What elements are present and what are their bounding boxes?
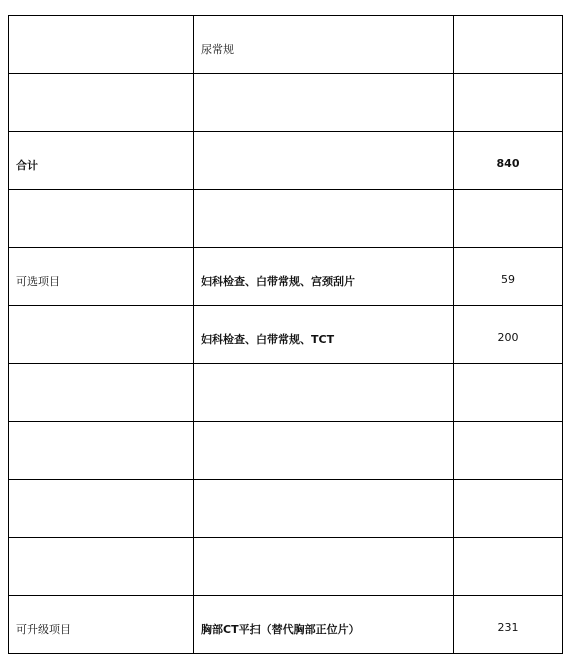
price-cell: 59: [454, 248, 563, 306]
label-cell: [9, 480, 194, 538]
table-row: [9, 538, 563, 596]
total-price-cell: 840: [454, 132, 563, 190]
checkup-package-table: [8, 15, 563, 654]
label-cell: [9, 422, 194, 480]
table-row: [9, 16, 563, 74]
table-row: [9, 422, 563, 480]
price-cell: [454, 364, 563, 422]
price-cell: [454, 538, 563, 596]
item-cell: 妇科检查、白带常规、宫颈刮片: [194, 248, 454, 306]
item-cell: [194, 132, 454, 190]
item-cell: 胸部CT平扫（替代胸部正位片）: [194, 596, 454, 654]
total-label-cell: 合计: [9, 132, 194, 190]
item-cell: [194, 190, 454, 248]
label-cell: [9, 364, 194, 422]
price-cell: [454, 422, 563, 480]
table-row: [9, 306, 563, 364]
label-cell: [9, 306, 194, 364]
price-cell: 200: [454, 306, 563, 364]
price-cell: [454, 74, 563, 132]
item-cell: [194, 364, 454, 422]
label-cell: [9, 538, 194, 596]
table-row: [9, 132, 563, 190]
upgrade-items-label-cell: 可升级项目: [9, 596, 194, 654]
price-cell: [454, 480, 563, 538]
item-cell: [194, 480, 454, 538]
table-row: [9, 364, 563, 422]
table-row: [9, 248, 563, 306]
item-cell: [194, 422, 454, 480]
label-cell: [9, 16, 194, 74]
price-cell: [454, 190, 563, 248]
label-cell: [9, 74, 194, 132]
optional-items-label-cell: 可选项目: [9, 248, 194, 306]
item-cell: [194, 74, 454, 132]
table-row: [9, 190, 563, 248]
item-cell: [194, 538, 454, 596]
item-cell: 妇科检查、白带常规、TCT: [194, 306, 454, 364]
price-cell: [454, 16, 563, 74]
table-row: [9, 480, 563, 538]
table-row: [9, 596, 563, 654]
price-cell: 231: [454, 596, 563, 654]
table-row: [9, 74, 563, 132]
label-cell: [9, 190, 194, 248]
item-cell: 尿常规: [194, 16, 454, 74]
